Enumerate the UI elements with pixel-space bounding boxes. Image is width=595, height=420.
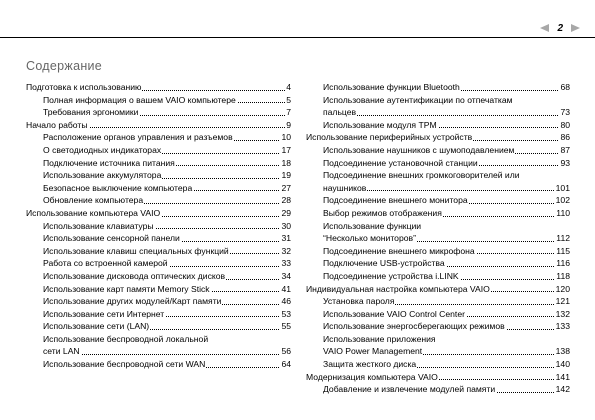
- toc-entry[interactable]: [323, 257, 570, 270]
- toc-entry-label: Подсоединение внешнего микрофона: [323, 245, 475, 256]
- toc-entry-page: 27: [281, 182, 291, 193]
- toc-entry[interactable]: [323, 295, 570, 308]
- toc-entry-label: Использование сети (LAN): [43, 321, 150, 332]
- toc-entry[interactable]: [323, 194, 570, 207]
- page-title: Содержание: [26, 59, 103, 73]
- toc-entry-label: Использование аутентификации по отпечаткам: [323, 94, 513, 105]
- toc-entry-label: Расположение органов управления и разъемов: [43, 132, 233, 143]
- toc-entry-label: Подсоединение устройства i.LINK: [323, 270, 459, 281]
- toc-entry[interactable]: [43, 308, 291, 321]
- toc-entry-page: 29: [281, 207, 291, 218]
- pager: [540, 21, 580, 35]
- toc-entry[interactable]: [323, 358, 570, 371]
- toc-entry[interactable]: [323, 320, 570, 333]
- toc-entry-label: Использование других модулей/Карт памяти: [43, 296, 222, 307]
- toc-entry-page: 121: [555, 296, 570, 307]
- toc-entry-page: 28: [281, 195, 291, 206]
- toc-entry-label-continued: “Несколько мониторов”: [323, 233, 416, 244]
- toc-entry-page: 93: [560, 157, 570, 168]
- toc-entry[interactable]: [306, 131, 570, 144]
- toc-entry[interactable]: [306, 371, 570, 384]
- toc-entry-label: Индивидуальная настройка компьютера VAIO: [306, 283, 490, 294]
- toc-entry-label: Использование клавиш специальных функций: [43, 245, 229, 256]
- toc-entry-label: Использование модуля TPM: [323, 119, 437, 130]
- toc-entry[interactable]: [26, 81, 291, 94]
- toc-entry[interactable]: [43, 131, 291, 144]
- toc-entry-page: 55: [281, 321, 291, 332]
- toc-entry[interactable]: [43, 94, 291, 107]
- toc-entry[interactable]: [43, 270, 291, 283]
- toc-entry[interactable]: [43, 157, 291, 170]
- toc-entry-label: Использование приложения: [323, 333, 436, 344]
- toc-entry-page: 138: [555, 346, 570, 357]
- toc-entry-label: Добавление и извлечение модулей памяти: [323, 384, 496, 395]
- toc-entry-page: 30: [281, 220, 291, 231]
- toc-entry-label: Использование энергосберегающих режимов: [323, 321, 505, 332]
- toc-entry-label: Безопасное выключение компьютера: [43, 182, 193, 193]
- toc-entry-label: Подключение USB-устройства: [323, 258, 445, 269]
- toc-entry-label-continued: наушников: [323, 182, 367, 193]
- toc-entry-label: Использование VAIO Control Center: [323, 308, 465, 319]
- toc-entry-page: 118: [556, 270, 570, 281]
- toc-entry-label: Подключение источника питания: [43, 157, 175, 168]
- toc-entry-page: 142: [555, 384, 570, 395]
- toc-entry-page: 101: [555, 182, 570, 193]
- toc-entry[interactable]: [43, 283, 291, 296]
- toc-entry[interactable]: [43, 232, 291, 245]
- toc-entry-label: Подсоединение установочной станции: [323, 157, 478, 168]
- toc-entry-page: 18: [281, 157, 291, 168]
- toc-entry-label: Использование аккумулятора: [43, 170, 162, 181]
- previous-page-arrow-icon[interactable]: [540, 24, 549, 32]
- toc-entry[interactable]: [43, 106, 291, 119]
- toc-right-column: [306, 81, 570, 396]
- toc-entry[interactable]: [323, 270, 570, 283]
- toc-entry[interactable]: [323, 207, 570, 220]
- toc-entry[interactable]: [323, 144, 570, 157]
- toc-entry-label-continued: пальцев: [323, 107, 357, 118]
- toc-entry-label: Подготовка к использованию: [26, 82, 142, 92]
- toc-entry-label: О светодиодных индикаторах: [43, 144, 162, 155]
- toc-entry-page: 4: [286, 82, 291, 92]
- toc-entry-page: 87: [560, 144, 570, 155]
- toc-entry-page: 34: [281, 270, 291, 281]
- toc-entry[interactable]: [323, 169, 570, 194]
- toc-entry-page: 68: [560, 82, 570, 92]
- toc-entry-page: 56: [281, 346, 291, 357]
- toc-entry-page: 140: [555, 359, 570, 370]
- toc-entry[interactable]: [43, 358, 291, 371]
- toc-entry-label: Использование компьютера VAIO: [26, 207, 161, 218]
- toc-entry-label: Подсоединение внешнего монитора: [323, 195, 468, 206]
- toc-entry-page: 86: [560, 132, 570, 143]
- toc-entry-page: 10: [281, 132, 291, 143]
- toc-entry[interactable]: [43, 169, 291, 182]
- toc-entry-page: 112: [556, 233, 570, 244]
- toc-entry[interactable]: [43, 295, 291, 308]
- toc-entry[interactable]: [43, 144, 291, 157]
- toc-entry-page: 5: [286, 94, 291, 105]
- toc-entry-label: Использование клавиатуры: [43, 220, 154, 231]
- toc-entry-label: Использование наушников с шумоподавлением: [323, 144, 515, 155]
- dot-leader: [323, 115, 570, 116]
- toc-entry[interactable]: [43, 245, 291, 258]
- toc-entry-page: 132: [555, 308, 570, 319]
- toc-entry-label: Установка пароля: [323, 296, 395, 307]
- toc-entry-page: 46: [281, 296, 291, 307]
- toc-entry-page: 73: [560, 107, 570, 118]
- toc-entry-page: 120: [555, 283, 570, 294]
- toc-entry-label: Использование функции: [323, 220, 422, 231]
- toc-entry-page: 110: [556, 207, 570, 218]
- toc-entry-page: 115: [556, 245, 570, 256]
- toc-entry-label: Использование беспроводной локальной: [43, 333, 209, 344]
- toc-entry-label-continued: VAIO Power Management: [323, 346, 423, 357]
- toc-entry-page: 31: [281, 233, 291, 244]
- toc-entry-page: 9: [286, 119, 291, 130]
- toc-entry-label: Использование беспроводной сети WAN: [43, 359, 206, 370]
- toc-entry-page: 41: [281, 283, 291, 294]
- toc-entry-page: 17: [281, 144, 291, 155]
- toc-entry-page: 32: [281, 245, 291, 256]
- toc-entry[interactable]: [323, 308, 570, 321]
- toc-entry-label: Начало работы: [26, 119, 88, 130]
- toc-entry-label: Требования эргономики: [43, 107, 139, 118]
- toc-entry[interactable]: [306, 283, 570, 296]
- toc-entry-page: 102: [555, 195, 570, 206]
- toc-entry[interactable]: [323, 220, 570, 245]
- toc-entry[interactable]: [323, 157, 570, 170]
- toc-entry-label: Защита жесткого диска: [323, 359, 417, 370]
- toc-entry-page: 33: [281, 258, 291, 269]
- toc-entry[interactable]: [43, 257, 291, 270]
- toc-entry[interactable]: [43, 194, 291, 207]
- toc-entry-page: 53: [281, 308, 291, 319]
- toc-entry-label-continued: сети LAN: [43, 346, 80, 357]
- toc-entry[interactable]: [43, 320, 291, 333]
- toc-entry-label: Подсоединение внешних громкоговорителей или: [323, 170, 520, 181]
- toc-entry-label: Модернизация компьютера VAIO: [306, 371, 438, 382]
- toc-entry-page: 7: [286, 107, 291, 118]
- toc-left-column: [26, 81, 291, 371]
- toc-entry[interactable]: [26, 119, 291, 132]
- toc-entry-page: 19: [281, 170, 291, 181]
- toc-entry-label: Работа со встроенной камерой: [43, 258, 168, 269]
- toc-entry-label: Использование карт памяти Memory Stick: [43, 283, 210, 294]
- toc-entry-page: 64: [281, 359, 291, 370]
- toc-entry-label: Выбор режимов отображения: [323, 207, 442, 218]
- toc-entry-label: Использование сенсорной панели: [43, 233, 180, 244]
- toc-entry[interactable]: [323, 81, 570, 94]
- toc-entry[interactable]: [43, 333, 291, 358]
- next-page-arrow-icon[interactable]: [571, 24, 580, 32]
- header-divider: [0, 37, 595, 38]
- toc-entry-page: 133: [555, 321, 570, 332]
- toc-entry-label: Использование дисковода оптических дисков: [43, 270, 226, 281]
- toc-entry-label: Использование периферийных устройств: [306, 132, 473, 143]
- toc-entry-label: Полная информация о вашем VAIO компьютере: [43, 94, 236, 105]
- toc-entry-label: Использование сети Интернет: [43, 308, 165, 319]
- toc-entry[interactable]: [323, 383, 570, 396]
- toc-entry-label: Обновление компьютера: [43, 195, 144, 206]
- toc-entry[interactable]: [43, 182, 291, 195]
- toc-entry-page: 80: [560, 119, 570, 130]
- toc-entry[interactable]: [323, 119, 570, 132]
- header-bar: [0, 0, 595, 40]
- toc-entry[interactable]: [43, 220, 291, 233]
- toc-entry[interactable]: [323, 94, 570, 119]
- toc-entry[interactable]: [323, 245, 570, 258]
- toc-entry[interactable]: [26, 207, 291, 220]
- toc-entry-label: Использование функции Bluetooth: [323, 82, 460, 92]
- toc-entry-page: 141: [555, 371, 570, 382]
- toc-entry[interactable]: [323, 333, 570, 358]
- toc-entry-page: 116: [556, 258, 570, 269]
- page-number: 2: [557, 22, 563, 34]
